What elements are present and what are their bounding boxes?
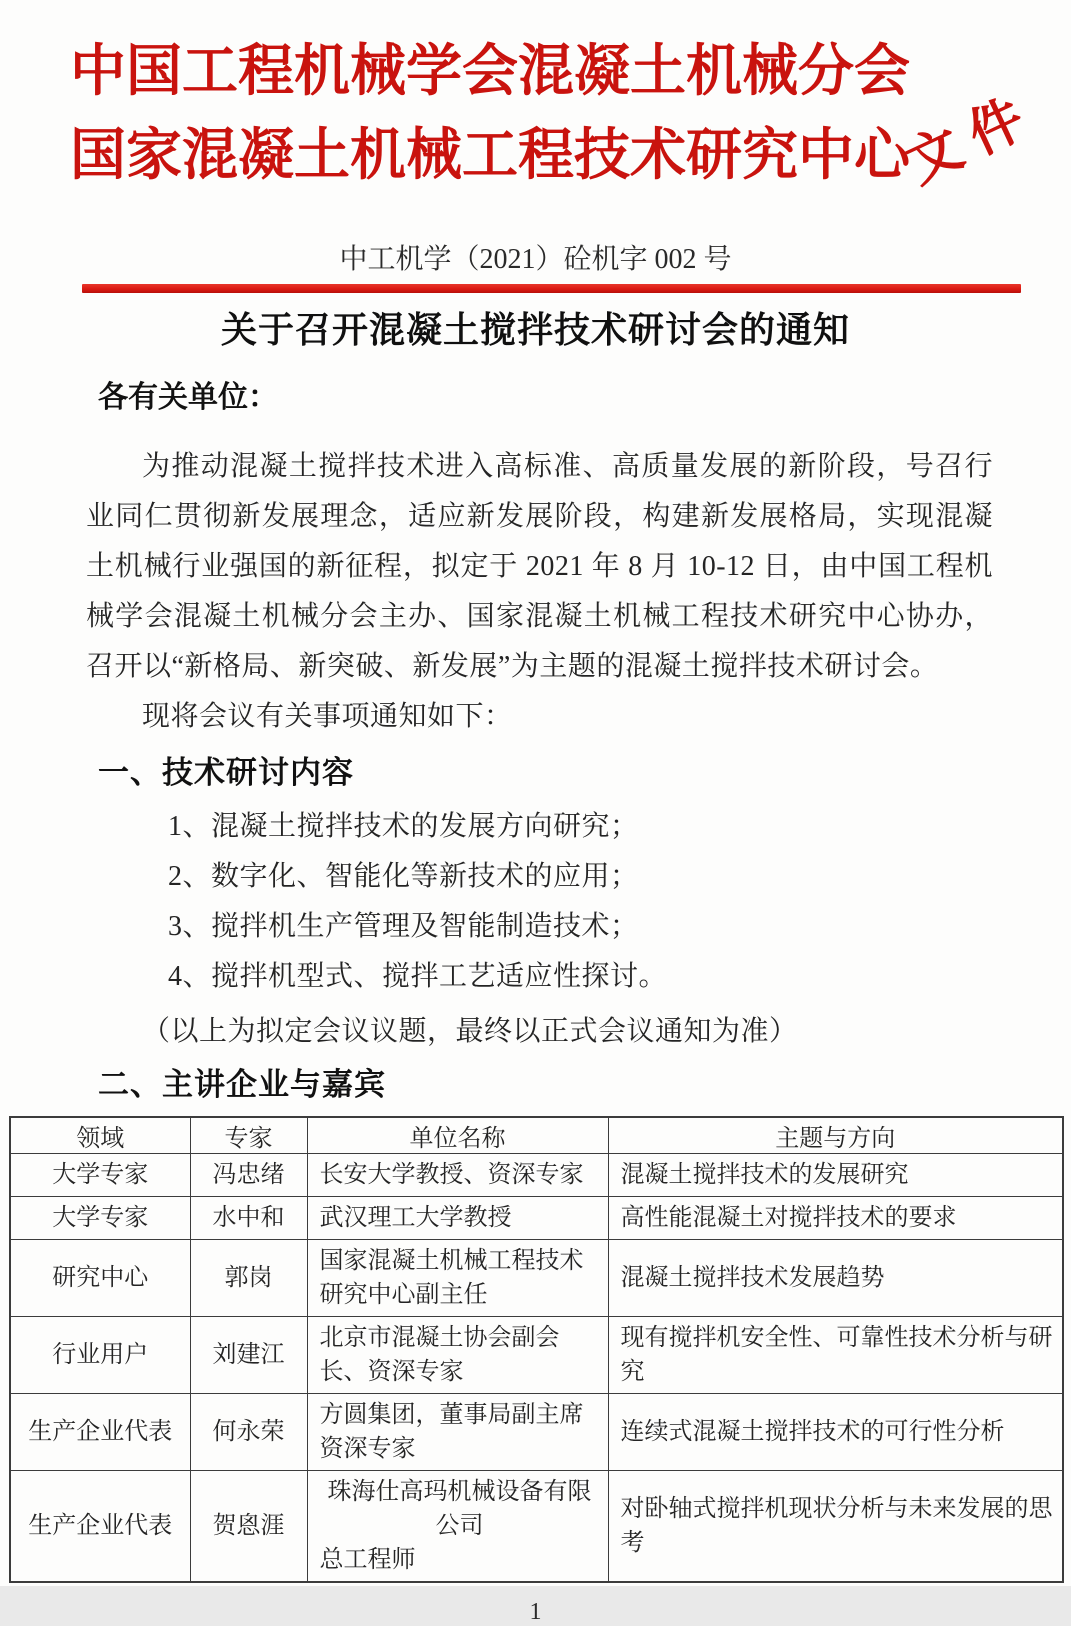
cell-expert: 冯忠绪 bbox=[190, 1154, 307, 1197]
cell-field: 生产企业代表 bbox=[10, 1471, 190, 1583]
speakers-table bbox=[9, 1116, 1064, 1583]
org-name-line1: 中国工程机械学会混凝土机械分会 bbox=[70, 41, 910, 103]
table-row bbox=[10, 1197, 1063, 1240]
cell-org-line1: 珠海仕高玛机械设备有限公司 bbox=[327, 1479, 592, 1539]
intro-paragraph: 为推动混凝土搅拌技术进入高标准、高质量发展的新阶段，号召行业同仁贯彻新发展理念，适应新发展阶段，构建新发展格局，实现混凝土机械行业强国的新征程，拟定于 2021 年 8 月 10-12 日，由中国工程机械学会混凝土机械分会主办、国家混凝土机械工程技术研究中心协办，召开以“新格局、新突破、新发展”为主题的混凝土搅拌技术研讨会。 bbox=[86, 451, 993, 682]
cell-field: 生产企业代表 bbox=[10, 1394, 190, 1471]
table-row bbox=[10, 1240, 1063, 1317]
agenda-item-1: 1、混凝土搅拌技术的发展方向研究； bbox=[168, 811, 639, 842]
wenjian-stamp: 文件 bbox=[897, 82, 1047, 195]
cell-topic: 连续式混凝土搅拌技术的可行性分析 bbox=[608, 1394, 1063, 1471]
cell-expert: 刘建江 bbox=[190, 1317, 307, 1394]
agenda-item-3: 3、搅拌机生产管理及智能制造技术； bbox=[168, 911, 639, 942]
cell-expert: 郭岗 bbox=[190, 1240, 307, 1317]
letterhead bbox=[0, 0, 1071, 198]
col-header-field: 领域 bbox=[10, 1117, 190, 1154]
col-header-expert: 专家 bbox=[190, 1117, 307, 1154]
section2-heading: 二、主讲企业与嘉宾 bbox=[98, 1067, 386, 1102]
cell-field: 行业用户 bbox=[10, 1317, 190, 1394]
cell-org bbox=[307, 1471, 608, 1583]
table-row bbox=[10, 1317, 1063, 1394]
cell-field: 研究中心 bbox=[10, 1240, 190, 1317]
cell-org-line2: 总工程师 bbox=[319, 1547, 416, 1573]
cell-org: 国家混凝土机械工程技术研究中心副主任 bbox=[307, 1240, 608, 1317]
cell-topic: 对卧轴式搅拌机现状分析与未来发展的思考 bbox=[608, 1471, 1063, 1583]
document-title: 关于召开混凝土搅拌技术研讨会的通知 bbox=[220, 309, 850, 350]
cell-expert: 贺恖涯 bbox=[190, 1471, 307, 1583]
red-separator-line bbox=[82, 284, 1021, 293]
cell-org: 长安大学教授、资深专家 bbox=[307, 1154, 608, 1197]
page-number: 1 bbox=[529, 1599, 542, 1625]
cell-org-line1: 方圆集团，董事局副主席 bbox=[319, 1402, 584, 1428]
agenda-note: （以上为拟定会议议题，最终以正式会议通知为准） bbox=[142, 1016, 798, 1047]
org-name-line2: 国家混凝土机械工程技术研究中心 bbox=[70, 125, 910, 187]
cell-org: 武汉理工大学教授 bbox=[307, 1197, 608, 1240]
cell-topic: 高性能混凝土对搅拌技术的要求 bbox=[608, 1197, 1063, 1240]
cell-topic: 混凝土搅拌技术发展趋势 bbox=[608, 1240, 1063, 1317]
cell-org bbox=[307, 1394, 608, 1471]
cell-topic: 混凝土搅拌技术的发展研究 bbox=[608, 1154, 1063, 1197]
cell-org: 北京市混凝土协会副会长、资深专家 bbox=[307, 1317, 608, 1394]
table-row bbox=[10, 1154, 1063, 1197]
salutation: 各有关单位： bbox=[98, 381, 278, 414]
agenda-list bbox=[86, 802, 993, 1002]
col-header-topic: 主题与方向 bbox=[608, 1117, 1063, 1154]
section1-heading: 一、技术研讨内容 bbox=[98, 755, 354, 790]
table-row bbox=[10, 1471, 1063, 1583]
cell-field: 大学专家 bbox=[10, 1197, 190, 1240]
agenda-item-2: 2、数字化、智能化等新技术的应用； bbox=[168, 861, 639, 892]
cell-expert: 水中和 bbox=[190, 1197, 307, 1240]
cell-field: 大学专家 bbox=[10, 1154, 190, 1197]
document-body bbox=[0, 380, 1071, 1106]
col-header-org: 单位名称 bbox=[307, 1117, 608, 1154]
table-row bbox=[10, 1394, 1063, 1471]
table-header-row bbox=[10, 1117, 1063, 1154]
cell-topic: 现有搅拌机安全性、可靠性技术分析与研究 bbox=[608, 1317, 1063, 1394]
document-number: 中工机学（2021）砼机字 002 号 bbox=[339, 244, 732, 275]
cell-expert: 何永荣 bbox=[190, 1394, 307, 1471]
follow-paragraph: 现将会议有关事项通知如下： bbox=[142, 701, 513, 732]
agenda-item-4: 4、搅拌机型式、搅拌工艺适应性探讨。 bbox=[168, 961, 668, 992]
cell-org-line2: 资深专家 bbox=[319, 1436, 416, 1462]
